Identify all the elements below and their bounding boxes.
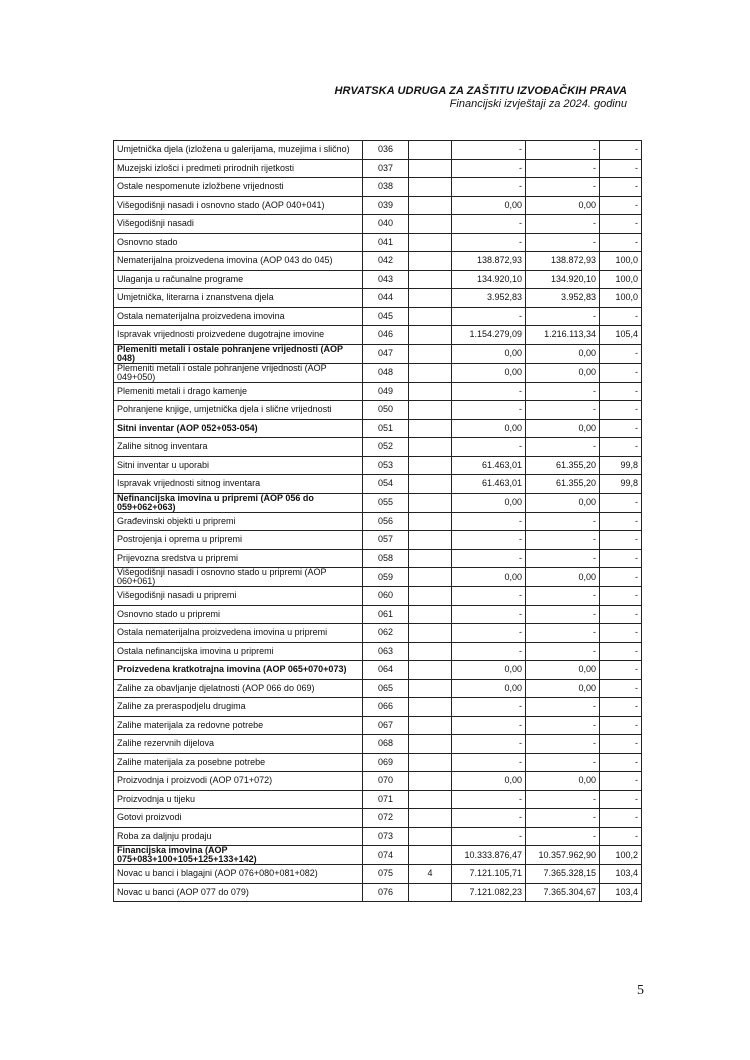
cell-index: - [600, 419, 642, 438]
cell-previous-year: - [452, 438, 526, 457]
cell-account-name: Ostala nefinancijska imovina u pripremi [114, 642, 363, 661]
table-row [114, 363, 642, 382]
table-row [114, 233, 642, 252]
table-row [114, 735, 642, 754]
cell-index: - [600, 735, 642, 754]
cell-index: - [600, 178, 642, 197]
cell-index: 103,4 [600, 883, 642, 902]
cell-aop-code: 075 [363, 865, 409, 884]
table-row [114, 307, 642, 326]
cell-previous-year: - [452, 827, 526, 846]
table-row [114, 252, 642, 271]
cell-previous-year: - [452, 698, 526, 717]
cell-index: - [600, 307, 642, 326]
cell-note [409, 809, 452, 828]
cell-index: - [600, 363, 642, 382]
cell-current-year: - [526, 735, 600, 754]
cell-current-year: - [526, 642, 600, 661]
cell-current-year: - [526, 587, 600, 606]
cell-aop-code: 062 [363, 624, 409, 643]
cell-index: - [600, 401, 642, 420]
cell-index: 105,4 [600, 326, 642, 345]
cell-aop-code: 069 [363, 753, 409, 772]
table-row [114, 178, 642, 197]
table-row [114, 827, 642, 846]
cell-previous-year: - [452, 624, 526, 643]
table-row [114, 382, 642, 401]
cell-account-name: Umjetnička djela (izložena u galerijama, muzejima i slično) [114, 141, 363, 160]
cell-index: 99,8 [600, 456, 642, 475]
table-row [114, 215, 642, 234]
cell-current-year: - [526, 141, 600, 160]
cell-note [409, 326, 452, 345]
cell-account-name: Zalihe za obavljanje djelatnosti (AOP 066 do 069) [114, 679, 363, 698]
cell-note [409, 252, 452, 271]
cell-index: - [600, 698, 642, 717]
cell-note [409, 846, 452, 865]
cell-index: - [600, 827, 642, 846]
table-row [114, 419, 642, 438]
cell-note [409, 215, 452, 234]
cell-account-name: Višegodišnji nasadi i osnovno stado u pripremi (AOP 060+061) [114, 568, 363, 587]
table-row [114, 344, 642, 363]
table-row [114, 883, 642, 902]
cell-aop-code: 040 [363, 215, 409, 234]
cell-note [409, 512, 452, 531]
cell-note [409, 363, 452, 382]
cell-index: - [600, 809, 642, 828]
cell-previous-year: 0,00 [452, 363, 526, 382]
table-row [114, 624, 642, 643]
cell-previous-year: - [452, 382, 526, 401]
cell-current-year: - [526, 159, 600, 178]
cell-current-year: 0,00 [526, 344, 600, 363]
cell-account-name: Ostala nematerijalna proizvedena imovina u pripremi [114, 624, 363, 643]
cell-aop-code: 041 [363, 233, 409, 252]
cell-previous-year: - [452, 642, 526, 661]
cell-aop-code: 038 [363, 178, 409, 197]
cell-account-name: Postrojenja i oprema u pripremi [114, 531, 363, 550]
cell-aop-code: 055 [363, 493, 409, 512]
cell-account-name: Zalihe materijala za redovne potrebe [114, 716, 363, 735]
cell-account-name: Plemeniti metali i drago kamenje [114, 382, 363, 401]
cell-note [409, 475, 452, 494]
cell-note [409, 790, 452, 809]
cell-aop-code: 056 [363, 512, 409, 531]
cell-aop-code: 045 [363, 307, 409, 326]
table-row [114, 661, 642, 680]
cell-aop-code: 047 [363, 344, 409, 363]
cell-account-name: Višegodišnji nasadi u pripremi [114, 587, 363, 606]
cell-note [409, 344, 452, 363]
cell-current-year: 10.357.962,90 [526, 846, 600, 865]
cell-index: - [600, 642, 642, 661]
cell-index: 100,0 [600, 289, 642, 308]
table-row [114, 549, 642, 568]
table-row [114, 475, 642, 494]
cell-current-year: - [526, 549, 600, 568]
cell-account-name: Osnovno stado [114, 233, 363, 252]
cell-current-year: 7.365.304,67 [526, 883, 600, 902]
cell-note [409, 661, 452, 680]
cell-previous-year: - [452, 716, 526, 735]
table-row [114, 642, 642, 661]
cell-aop-code: 050 [363, 401, 409, 420]
table-row [114, 326, 642, 345]
cell-account-name: Zalihe rezervnih dijelova [114, 735, 363, 754]
cell-previous-year: - [452, 159, 526, 178]
cell-note [409, 735, 452, 754]
cell-aop-code: 057 [363, 531, 409, 550]
cell-previous-year: - [452, 790, 526, 809]
cell-account-name: Novac u banci (AOP 077 do 079) [114, 883, 363, 902]
cell-previous-year: 61.463,01 [452, 456, 526, 475]
cell-aop-code: 046 [363, 326, 409, 345]
cell-account-name: Novac u banci i blagajni (AOP 076+080+081+082) [114, 865, 363, 884]
cell-aop-code: 060 [363, 587, 409, 606]
table-row [114, 698, 642, 717]
cell-index: - [600, 141, 642, 160]
cell-previous-year: - [452, 178, 526, 197]
cell-account-name: Ostala nematerijalna proizvedena imovina [114, 307, 363, 326]
table-row [114, 196, 642, 215]
cell-previous-year: 7.121.082,23 [452, 883, 526, 902]
cell-current-year: - [526, 698, 600, 717]
cell-index: - [600, 493, 642, 512]
cell-previous-year: - [452, 307, 526, 326]
cell-aop-code: 049 [363, 382, 409, 401]
cell-previous-year: 138.872,93 [452, 252, 526, 271]
cell-previous-year: - [452, 809, 526, 828]
cell-index: - [600, 679, 642, 698]
cell-aop-code: 053 [363, 456, 409, 475]
cell-aop-code: 039 [363, 196, 409, 215]
cell-current-year: 0,00 [526, 568, 600, 587]
cell-note [409, 196, 452, 215]
cell-note [409, 549, 452, 568]
financial-statement-table [113, 140, 642, 902]
cell-current-year: - [526, 233, 600, 252]
cell-aop-code: 054 [363, 475, 409, 494]
cell-current-year: 0,00 [526, 661, 600, 680]
cell-index: - [600, 382, 642, 401]
cell-previous-year: 0,00 [452, 772, 526, 791]
cell-index: - [600, 753, 642, 772]
cell-previous-year: - [452, 587, 526, 606]
table-row [114, 587, 642, 606]
cell-note [409, 438, 452, 457]
cell-current-year: 0,00 [526, 363, 600, 382]
table-row [114, 159, 642, 178]
cell-aop-code: 063 [363, 642, 409, 661]
cell-index: - [600, 233, 642, 252]
cell-account-name: Višegodišnji nasadi [114, 215, 363, 234]
cell-index: - [600, 587, 642, 606]
cell-account-name: Pohranjene knjige, umjetnička djela i slične vrijednosti [114, 401, 363, 420]
cell-account-name: Višegodišnji nasadi i osnovno stado (AOP 040+041) [114, 196, 363, 215]
cell-account-name: Muzejski izlošci i predmeti prirodnih rijetkosti [114, 159, 363, 178]
cell-previous-year: 10.333.876,47 [452, 846, 526, 865]
cell-index: 100,0 [600, 252, 642, 271]
table-row [114, 865, 642, 884]
cell-note [409, 883, 452, 902]
table-row [114, 456, 642, 475]
cell-account-name: Sitni inventar u uporabi [114, 456, 363, 475]
table-row [114, 401, 642, 420]
cell-current-year: 0,00 [526, 196, 600, 215]
cell-note [409, 233, 452, 252]
cell-note [409, 307, 452, 326]
table-row [114, 493, 642, 512]
cell-index: - [600, 531, 642, 550]
cell-previous-year: - [452, 512, 526, 531]
cell-current-year: 138.872,93 [526, 252, 600, 271]
table-row [114, 679, 642, 698]
cell-index: - [600, 344, 642, 363]
cell-aop-code: 072 [363, 809, 409, 828]
cell-aop-code: 066 [363, 698, 409, 717]
cell-current-year: 0,00 [526, 772, 600, 791]
cell-current-year: - [526, 178, 600, 197]
cell-note [409, 141, 452, 160]
cell-index: - [600, 716, 642, 735]
cell-aop-code: 059 [363, 568, 409, 587]
cell-note [409, 772, 452, 791]
cell-previous-year: 3.952,83 [452, 289, 526, 308]
cell-previous-year: 0,00 [452, 568, 526, 587]
cell-previous-year: - [452, 141, 526, 160]
cell-aop-code: 061 [363, 605, 409, 624]
cell-current-year: - [526, 624, 600, 643]
cell-account-name: Ulaganja u računalne programe [114, 270, 363, 289]
cell-note [409, 753, 452, 772]
cell-current-year: 7.365.328,15 [526, 865, 600, 884]
cell-current-year: - [526, 716, 600, 735]
cell-aop-code: 052 [363, 438, 409, 457]
cell-aop-code: 037 [363, 159, 409, 178]
cell-note [409, 531, 452, 550]
page-header [334, 85, 627, 111]
cell-note [409, 289, 452, 308]
cell-previous-year: - [452, 605, 526, 624]
cell-note [409, 419, 452, 438]
cell-aop-code: 068 [363, 735, 409, 754]
cell-account-name: Osnovno stado u pripremi [114, 605, 363, 624]
cell-aop-code: 067 [363, 716, 409, 735]
cell-account-name: Nefinancijska imovina u pripremi (AOP 056 do 059+062+063) [114, 493, 363, 512]
cell-note [409, 270, 452, 289]
cell-index: - [600, 790, 642, 809]
cell-current-year: - [526, 531, 600, 550]
table-row [114, 568, 642, 587]
cell-account-name: Zalihe za preraspodjelu drugima [114, 698, 363, 717]
table-body [114, 141, 642, 902]
cell-aop-code: 043 [363, 270, 409, 289]
table-row [114, 753, 642, 772]
cell-current-year: - [526, 307, 600, 326]
cell-note [409, 178, 452, 197]
cell-previous-year: 7.121.105,71 [452, 865, 526, 884]
cell-aop-code: 065 [363, 679, 409, 698]
cell-account-name: Građevinski objekti u pripremi [114, 512, 363, 531]
cell-note [409, 679, 452, 698]
cell-account-name: Roba za daljnju prodaju [114, 827, 363, 846]
cell-index: - [600, 196, 642, 215]
cell-current-year: - [526, 790, 600, 809]
cell-previous-year: - [452, 215, 526, 234]
cell-previous-year: 0,00 [452, 344, 526, 363]
cell-account-name: Nematerijalna proizvedena imovina (AOP 043 do 045) [114, 252, 363, 271]
cell-index: - [600, 624, 642, 643]
cell-note: 4 [409, 865, 452, 884]
cell-account-name: Proizvodnja u tijeku [114, 790, 363, 809]
cell-current-year: 134.920,10 [526, 270, 600, 289]
cell-note [409, 493, 452, 512]
cell-note [409, 382, 452, 401]
cell-account-name: Zalihe materijala za posebne potrebe [114, 753, 363, 772]
report-subtitle: Financijski izvještaji za 2024. godinu [449, 98, 627, 110]
cell-aop-code: 076 [363, 883, 409, 902]
cell-current-year: 61.355,20 [526, 456, 600, 475]
cell-index: - [600, 512, 642, 531]
cell-previous-year: 134.920,10 [452, 270, 526, 289]
cell-account-name: Ostale nespomenute izložbene vrijednosti [114, 178, 363, 197]
cell-previous-year: - [452, 735, 526, 754]
cell-account-name: Gotovi proizvodi [114, 809, 363, 828]
cell-aop-code: 048 [363, 363, 409, 382]
table-row [114, 716, 642, 735]
cell-account-name: Prijevozna sredstva u pripremi [114, 549, 363, 568]
cell-aop-code: 073 [363, 827, 409, 846]
cell-note [409, 159, 452, 178]
cell-previous-year: - [452, 531, 526, 550]
cell-current-year: 3.952,83 [526, 289, 600, 308]
cell-current-year: - [526, 401, 600, 420]
cell-previous-year: - [452, 549, 526, 568]
cell-previous-year: 61.463,01 [452, 475, 526, 494]
cell-index: 103,4 [600, 865, 642, 884]
cell-current-year: - [526, 753, 600, 772]
table-row [114, 531, 642, 550]
table-row [114, 790, 642, 809]
cell-index: 99,8 [600, 475, 642, 494]
cell-previous-year: 1.154.279,09 [452, 326, 526, 345]
cell-account-name: Umjetnička, literarna i znanstvena djela [114, 289, 363, 308]
cell-index: - [600, 605, 642, 624]
table-row [114, 605, 642, 624]
cell-previous-year: - [452, 233, 526, 252]
cell-current-year: - [526, 809, 600, 828]
cell-account-name: Zalihe sitnog inventara [114, 438, 363, 457]
cell-previous-year: 0,00 [452, 419, 526, 438]
cell-previous-year: - [452, 401, 526, 420]
organization-title: HRVATSKA UDRUGA ZA ZAŠTITU IZVOĐAČKIH PRAVA [334, 85, 627, 97]
cell-index: - [600, 159, 642, 178]
cell-index: - [600, 438, 642, 457]
table-row [114, 289, 642, 308]
table-row [114, 270, 642, 289]
cell-account-name: Plemeniti metali i ostale pohranjene vrijednosti (AOP 048) [114, 344, 363, 363]
cell-index: 100,0 [600, 270, 642, 289]
cell-aop-code: 051 [363, 419, 409, 438]
cell-aop-code: 058 [363, 549, 409, 568]
cell-note [409, 605, 452, 624]
cell-current-year: - [526, 382, 600, 401]
cell-aop-code: 074 [363, 846, 409, 865]
cell-previous-year: 0,00 [452, 661, 526, 680]
cell-index: - [600, 568, 642, 587]
cell-index: - [600, 772, 642, 791]
cell-note [409, 587, 452, 606]
cell-index: - [600, 215, 642, 234]
cell-aop-code: 064 [363, 661, 409, 680]
cell-aop-code: 044 [363, 289, 409, 308]
cell-current-year: - [526, 827, 600, 846]
cell-account-name: Proizvodnja i proizvodi (AOP 071+072) [114, 772, 363, 791]
cell-current-year: 0,00 [526, 679, 600, 698]
cell-account-name: Sitni inventar (AOP 052+053-054) [114, 419, 363, 438]
table-row [114, 141, 642, 160]
cell-aop-code: 071 [363, 790, 409, 809]
table-row [114, 846, 642, 865]
cell-aop-code: 042 [363, 252, 409, 271]
cell-previous-year: - [452, 753, 526, 772]
cell-note [409, 698, 452, 717]
table-row [114, 772, 642, 791]
cell-note [409, 401, 452, 420]
cell-index: - [600, 661, 642, 680]
cell-previous-year: 0,00 [452, 493, 526, 512]
cell-account-name: Ispravak vrijednosti proizvedene dugotrajne imovine [114, 326, 363, 345]
cell-current-year: 0,00 [526, 493, 600, 512]
cell-current-year: - [526, 605, 600, 624]
cell-current-year: - [526, 438, 600, 457]
cell-current-year: 0,00 [526, 419, 600, 438]
cell-note [409, 568, 452, 587]
cell-note [409, 624, 452, 643]
cell-current-year: 61.355,20 [526, 475, 600, 494]
page-number: 5 [637, 983, 644, 998]
cell-account-name: Proizvedena kratkotrajna imovina (AOP 065+070+073) [114, 661, 363, 680]
table-row [114, 512, 642, 531]
cell-index: 100,2 [600, 846, 642, 865]
cell-current-year: 1.216.113,34 [526, 326, 600, 345]
table-row [114, 809, 642, 828]
cell-account-name: Plemeniti metali i ostale pohranjene vrijednosti (AOP 049+050) [114, 363, 363, 382]
table-row [114, 438, 642, 457]
cell-previous-year: 0,00 [452, 196, 526, 215]
cell-note [409, 642, 452, 661]
cell-note [409, 716, 452, 735]
cell-current-year: - [526, 512, 600, 531]
cell-account-name: Financijska imovina (AOP 075+083+100+105+125+133+142) [114, 846, 363, 865]
cell-note [409, 827, 452, 846]
cell-note [409, 456, 452, 475]
cell-index: - [600, 549, 642, 568]
cell-account-name: Ispravak vrijednosti sitnog inventara [114, 475, 363, 494]
cell-aop-code: 036 [363, 141, 409, 160]
cell-aop-code: 070 [363, 772, 409, 791]
cell-current-year: - [526, 215, 600, 234]
cell-previous-year: 0,00 [452, 679, 526, 698]
